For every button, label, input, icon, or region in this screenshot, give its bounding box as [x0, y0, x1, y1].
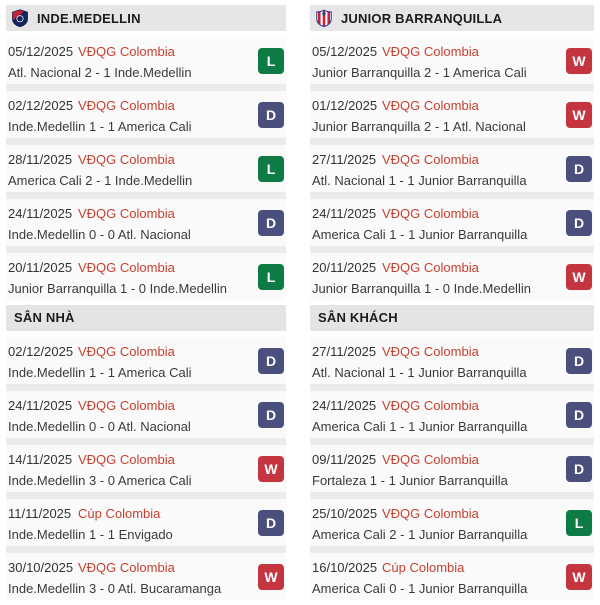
medellin-crest-icon — [11, 9, 29, 27]
competition-name: VĐQG Colombia — [382, 151, 479, 167]
match-score-line: Atl. Nacional 1 - 1 Junior Barranquilla — [312, 364, 527, 380]
result-badge: D — [258, 210, 284, 236]
match-date: 14/11/2025 — [8, 451, 73, 467]
match-meta — [8, 452, 258, 467]
match-row[interactable] — [310, 246, 594, 300]
match-score-line: America Cali 1 - 1 Junior Barranquilla — [312, 418, 528, 434]
result-badge: W — [566, 48, 592, 74]
match-info — [310, 558, 566, 596]
match-date: 24/11/2025 — [312, 397, 377, 413]
result-badge: W — [258, 564, 284, 590]
match-row[interactable] — [310, 84, 594, 138]
team-name: JUNIOR BARRANQUILLA — [341, 10, 503, 26]
match-info — [310, 450, 566, 488]
recent-matches-list — [310, 37, 594, 300]
match-date: 24/11/2025 — [312, 205, 377, 221]
result-badge: D — [258, 348, 284, 374]
match-date: 16/10/2025 — [312, 559, 378, 575]
match-row[interactable] — [6, 192, 286, 246]
match-meta — [8, 206, 258, 221]
match-meta — [8, 260, 258, 275]
team-header — [6, 5, 286, 31]
match-score-line: Inde.Medellin 1 - 1 America Cali — [8, 364, 192, 380]
match-row[interactable] — [310, 438, 594, 492]
match-row[interactable] — [6, 37, 286, 84]
match-meta — [8, 152, 258, 167]
match-row[interactable] — [310, 546, 594, 600]
match-row[interactable] — [310, 337, 594, 384]
match-score-line: Junior Barranquilla 2 - 1 Atl. Nacional — [312, 118, 526, 134]
match-info — [310, 96, 566, 134]
match-date: 20/11/2025 — [8, 259, 73, 275]
section-header-away: SÂN KHÁCH — [310, 305, 594, 331]
match-info — [310, 42, 566, 80]
match-info — [6, 558, 258, 596]
result-badge: W — [566, 264, 592, 290]
team-column-junior — [310, 5, 594, 600]
match-info — [310, 342, 566, 380]
match-info — [6, 396, 258, 434]
match-meta — [8, 506, 258, 521]
match-meta — [312, 344, 566, 359]
match-meta — [8, 98, 258, 113]
match-info — [310, 258, 566, 296]
match-row[interactable] — [6, 337, 286, 384]
match-score-line: Junior Barranquilla 1 - 0 Inde.Medellin — [312, 280, 531, 296]
match-info — [310, 396, 566, 434]
match-score-line: Inde.Medellin 3 - 0 America Cali — [8, 472, 192, 488]
match-date: 28/11/2025 — [8, 151, 73, 167]
match-date: 01/12/2025 — [312, 97, 378, 113]
match-score-line: America Cali 2 - 1 Junior Barranquilla — [312, 526, 528, 542]
result-badge: D — [566, 348, 592, 374]
match-date: 02/12/2025 — [8, 97, 74, 113]
match-meta — [312, 452, 566, 467]
result-badge: D — [566, 456, 592, 482]
match-score-line: America Cali 0 - 1 Junior Barranquilla — [312, 580, 528, 596]
match-score-line: Inde.Medellin 3 - 0 Atl. Bucaramanga — [8, 580, 222, 596]
match-score-line: Atl. Nacional 2 - 1 Inde.Medellin — [8, 64, 192, 80]
match-date: 05/12/2025 — [312, 43, 378, 59]
competition-name: VĐQG Colombia — [382, 97, 479, 113]
match-row[interactable] — [310, 492, 594, 546]
match-score-line: Inde.Medellin 1 - 1 America Cali — [8, 118, 192, 134]
match-row[interactable] — [310, 384, 594, 438]
competition-name: VĐQG Colombia — [78, 397, 175, 413]
match-row[interactable] — [6, 492, 286, 546]
match-info — [6, 450, 258, 488]
match-date: 05/12/2025 — [8, 43, 74, 59]
competition-name: VĐQG Colombia — [382, 205, 479, 221]
match-meta — [312, 260, 566, 275]
match-meta — [312, 206, 566, 221]
result-badge: W — [258, 456, 284, 482]
match-date: 24/11/2025 — [8, 397, 73, 413]
result-badge: L — [258, 156, 284, 182]
match-info — [6, 150, 258, 188]
match-score-line: Inde.Medellin 1 - 1 Envigado — [8, 526, 173, 542]
junior-barranquilla-crest-icon — [315, 9, 333, 27]
competition-name: VĐQG Colombia — [78, 559, 175, 575]
match-row[interactable] — [6, 546, 286, 600]
match-meta — [8, 344, 258, 359]
result-badge: W — [566, 102, 592, 128]
result-badge: D — [566, 210, 592, 236]
match-info — [6, 258, 258, 296]
result-badge: L — [258, 48, 284, 74]
competition-name: VĐQG Colombia — [382, 397, 479, 413]
team-name: INDE.MEDELLIN — [37, 10, 141, 26]
match-score-line: Inde.Medellin 0 - 0 Atl. Nacional — [8, 418, 191, 434]
competition-name: VĐQG Colombia — [78, 151, 175, 167]
match-info — [6, 342, 258, 380]
match-date: 27/11/2025 — [312, 343, 377, 359]
match-date: 30/10/2025 — [8, 559, 74, 575]
competition-name: Cúp Colombia — [382, 559, 465, 575]
match-row[interactable] — [310, 37, 594, 84]
match-date: 24/11/2025 — [8, 205, 73, 221]
match-row[interactable] — [6, 384, 286, 438]
match-meta — [312, 44, 566, 59]
result-badge: D — [566, 156, 592, 182]
match-score-line: America Cali 1 - 1 Junior Barranquilla — [312, 226, 528, 242]
result-badge: D — [258, 102, 284, 128]
competition-name: VĐQG Colombia — [78, 343, 175, 359]
match-date: 09/11/2025 — [312, 451, 377, 467]
match-date: 02/12/2025 — [8, 343, 74, 359]
result-badge: L — [258, 264, 284, 290]
result-badge: D — [258, 510, 284, 536]
result-badge: W — [566, 564, 592, 590]
match-meta — [8, 560, 258, 575]
match-meta — [312, 506, 566, 521]
result-badge: D — [258, 402, 284, 428]
competition-name: VĐQG Colombia — [382, 505, 479, 521]
match-date: 11/11/2025 — [8, 505, 72, 521]
match-row[interactable] — [6, 438, 286, 492]
competition-name: VĐQG Colombia — [78, 259, 175, 275]
result-badge: D — [566, 402, 592, 428]
match-meta — [8, 44, 258, 59]
match-info — [6, 504, 258, 542]
competition-name: VĐQG Colombia — [78, 97, 175, 113]
match-row[interactable] — [6, 84, 286, 138]
competition-name: VĐQG Colombia — [382, 43, 479, 59]
competition-name: VĐQG Colombia — [382, 343, 479, 359]
match-info — [310, 504, 566, 542]
match-score-line: America Cali 2 - 1 Inde.Medellin — [8, 172, 193, 188]
match-date: 25/10/2025 — [312, 505, 378, 521]
result-badge: L — [566, 510, 592, 536]
section-header-home: SÂN NHÀ — [6, 305, 286, 331]
recent-matches-list — [6, 37, 286, 300]
match-info — [310, 150, 566, 188]
match-info — [310, 204, 566, 242]
competition-name: VĐQG Colombia — [382, 259, 479, 275]
match-date: 20/11/2025 — [312, 259, 377, 275]
match-info — [6, 42, 258, 80]
competition-name: VĐQG Colombia — [78, 43, 175, 59]
match-row[interactable] — [6, 246, 286, 300]
match-date: 27/11/2025 — [312, 151, 377, 167]
match-score-line: Fortaleza 1 - 1 Junior Barranquilla — [312, 472, 508, 488]
match-score-line: Junior Barranquilla 2 - 1 America Cali — [312, 64, 527, 80]
competition-name: VĐQG Colombia — [78, 451, 175, 467]
match-meta — [312, 98, 566, 113]
match-row[interactable] — [310, 192, 594, 246]
away-matches-list — [310, 337, 594, 600]
home-matches-list — [6, 337, 286, 600]
match-score-line: Inde.Medellin 0 - 0 Atl. Nacional — [8, 226, 191, 242]
match-meta — [312, 398, 566, 413]
team-header — [310, 5, 594, 31]
match-score-line: Junior Barranquilla 1 - 0 Inde.Medellin — [8, 280, 227, 296]
competition-name: Cúp Colombia — [78, 505, 161, 521]
match-meta — [312, 152, 566, 167]
match-info — [6, 96, 258, 134]
match-meta — [312, 560, 566, 575]
match-info — [6, 204, 258, 242]
match-row[interactable] — [6, 138, 286, 192]
match-score-line: Atl. Nacional 1 - 1 Junior Barranquilla — [312, 172, 527, 188]
competition-name: VĐQG Colombia — [382, 451, 479, 467]
match-meta — [8, 398, 258, 413]
match-row[interactable] — [310, 138, 594, 192]
team-column-medellin — [6, 5, 286, 600]
competition-name: VĐQG Colombia — [78, 205, 175, 221]
